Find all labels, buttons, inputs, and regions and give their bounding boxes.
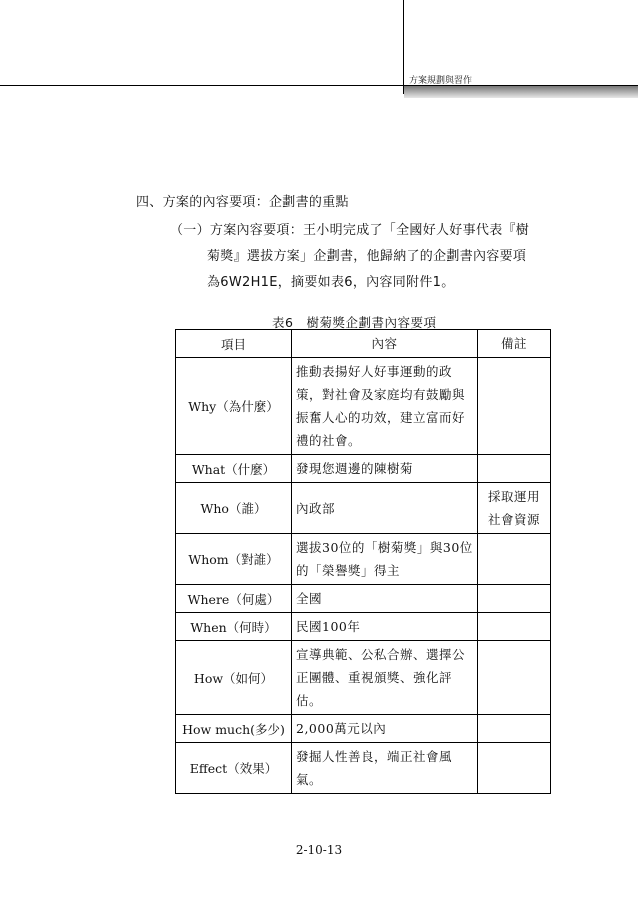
page-number: 2-10-13 (295, 843, 343, 857)
row-note (478, 358, 551, 455)
row-note (478, 641, 551, 715)
row-content: 宣導典範、公私合辦、選擇公正團體、重視頒獎、強化評估。 (292, 641, 478, 715)
paragraph-line: （一）方案內容要項：王小明完成了「全國好人好事代表『樹 (170, 223, 530, 238)
row-note (478, 585, 551, 613)
table-row (176, 455, 551, 483)
row-item: How much(多少) (176, 715, 292, 743)
row-item: Effect（效果） (176, 743, 292, 794)
row-item: Where（何處） (176, 585, 292, 613)
table-row (176, 483, 551, 534)
row-item: When（何時） (176, 613, 292, 641)
row-content: 發掘人性善良，端正社會風氣。 (292, 743, 478, 794)
table-row (176, 534, 551, 585)
row-note: 採取運用社會資源 (478, 483, 551, 534)
table-row (176, 613, 551, 641)
running-header: 方案規劃與習作 (409, 76, 473, 86)
table-header-row (176, 330, 551, 358)
row-item: Who（誰） (176, 483, 292, 534)
row-content: 發現您週邊的陳樹菊 (292, 455, 478, 483)
row-note (478, 743, 551, 794)
row-item: How（如何） (176, 641, 292, 715)
header-content: 內容 (292, 330, 478, 358)
header-shadow-bar (404, 86, 638, 98)
content-items-table (175, 329, 551, 794)
row-note (478, 715, 551, 743)
table-row (176, 715, 551, 743)
row-note (478, 613, 551, 641)
paragraph-line: 菊獎』選拔方案」企劃書，他歸納了的企劃書內容要項 (207, 249, 527, 264)
row-content: 民國100年 (292, 613, 478, 641)
row-item: Whom（對誰） (176, 534, 292, 585)
table-row (176, 641, 551, 715)
row-item: Why（為什麼） (176, 358, 292, 455)
paragraph-line: 為6W2H1E，摘要如表6，內容同附件1。 (207, 275, 455, 290)
row-content: 全國 (292, 585, 478, 613)
row-item: What（什麼） (176, 455, 292, 483)
table-row (176, 585, 551, 613)
row-content: 推動表揚好人好事運動的政策，對社會及家庭均有鼓勵與振奮人心的功效，建立富而好禮的社會。 (292, 358, 478, 455)
header-note: 備註 (478, 330, 551, 358)
row-content: 內政部 (292, 483, 478, 534)
header-item: 項目 (176, 330, 292, 358)
table-caption: 表6 樹菊獎企劃書內容要項 (272, 315, 437, 330)
row-note (478, 534, 551, 585)
section-heading: 四、方案的內容要項：企劃書的重點 (136, 195, 349, 210)
row-content: 選拔30位的「樹菊獎」與30位的「榮譽獎」得主 (292, 534, 478, 585)
table-row (176, 743, 551, 794)
header-vertical-rule (403, 0, 404, 94)
table-row (176, 358, 551, 455)
row-note (478, 455, 551, 483)
row-content: 2,000萬元以內 (292, 715, 478, 743)
